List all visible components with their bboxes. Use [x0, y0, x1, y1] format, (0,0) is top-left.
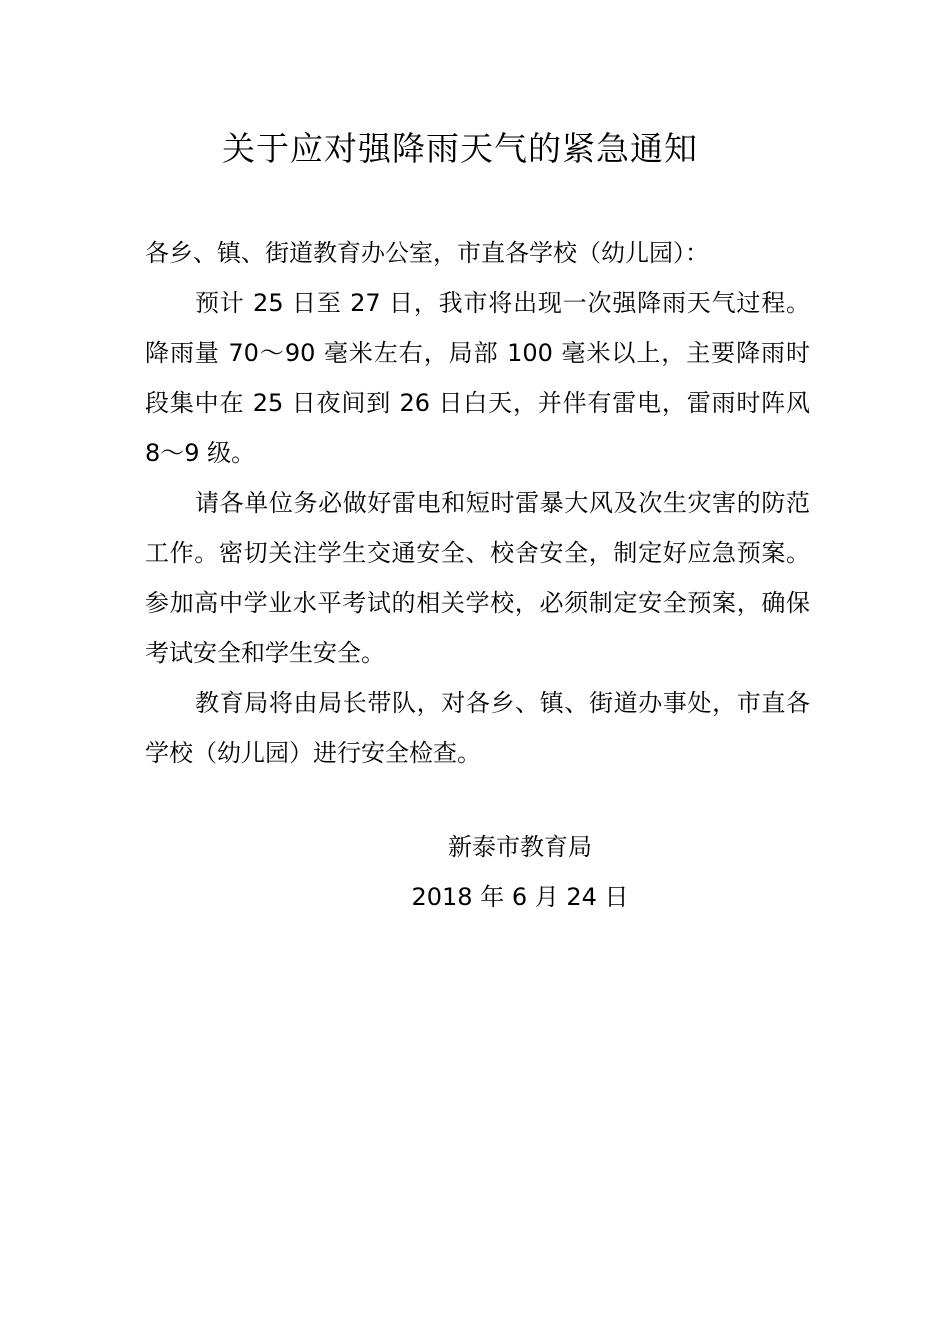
issuer-name: 新泰市教育局 [448, 833, 592, 861]
issue-date: 2018 年 6 月 24 日 [411, 883, 629, 911]
paragraph-inspection-notice: 教育局将由局长带队，对各乡、镇、街道办事处，市直各学校（幼儿园）进行安全检查。 [145, 689, 810, 767]
document-title: 关于应对强降雨天气的紧急通知 [222, 129, 698, 168]
paragraph-safety-requirements: 请各单位务必做好雷电和短时雷暴大风及次生灾害的防范工作。密切关注学生交通安全、校舍安全，制定好应急预案。参加高中学业水平考试的相关学校，必须制定安全预案，确保考试安全和学生安全。 [145, 489, 810, 667]
document-body [145, 228, 810, 778]
salutation: 各乡、镇、街道教育办公室，市直各学校（幼儿园）： [145, 239, 709, 267]
signature-block [370, 822, 670, 922]
paragraph-weather-forecast: 预计 25 日至 27 日，我市将出现一次强降雨天气过程。降雨量 70～90 毫米左右，局部 100 毫米以上，主要降雨时段集中在 25 日夜间到 26 日白天，并伴有雷电，雷雨时阵风 8～9 级。 [145, 289, 810, 467]
